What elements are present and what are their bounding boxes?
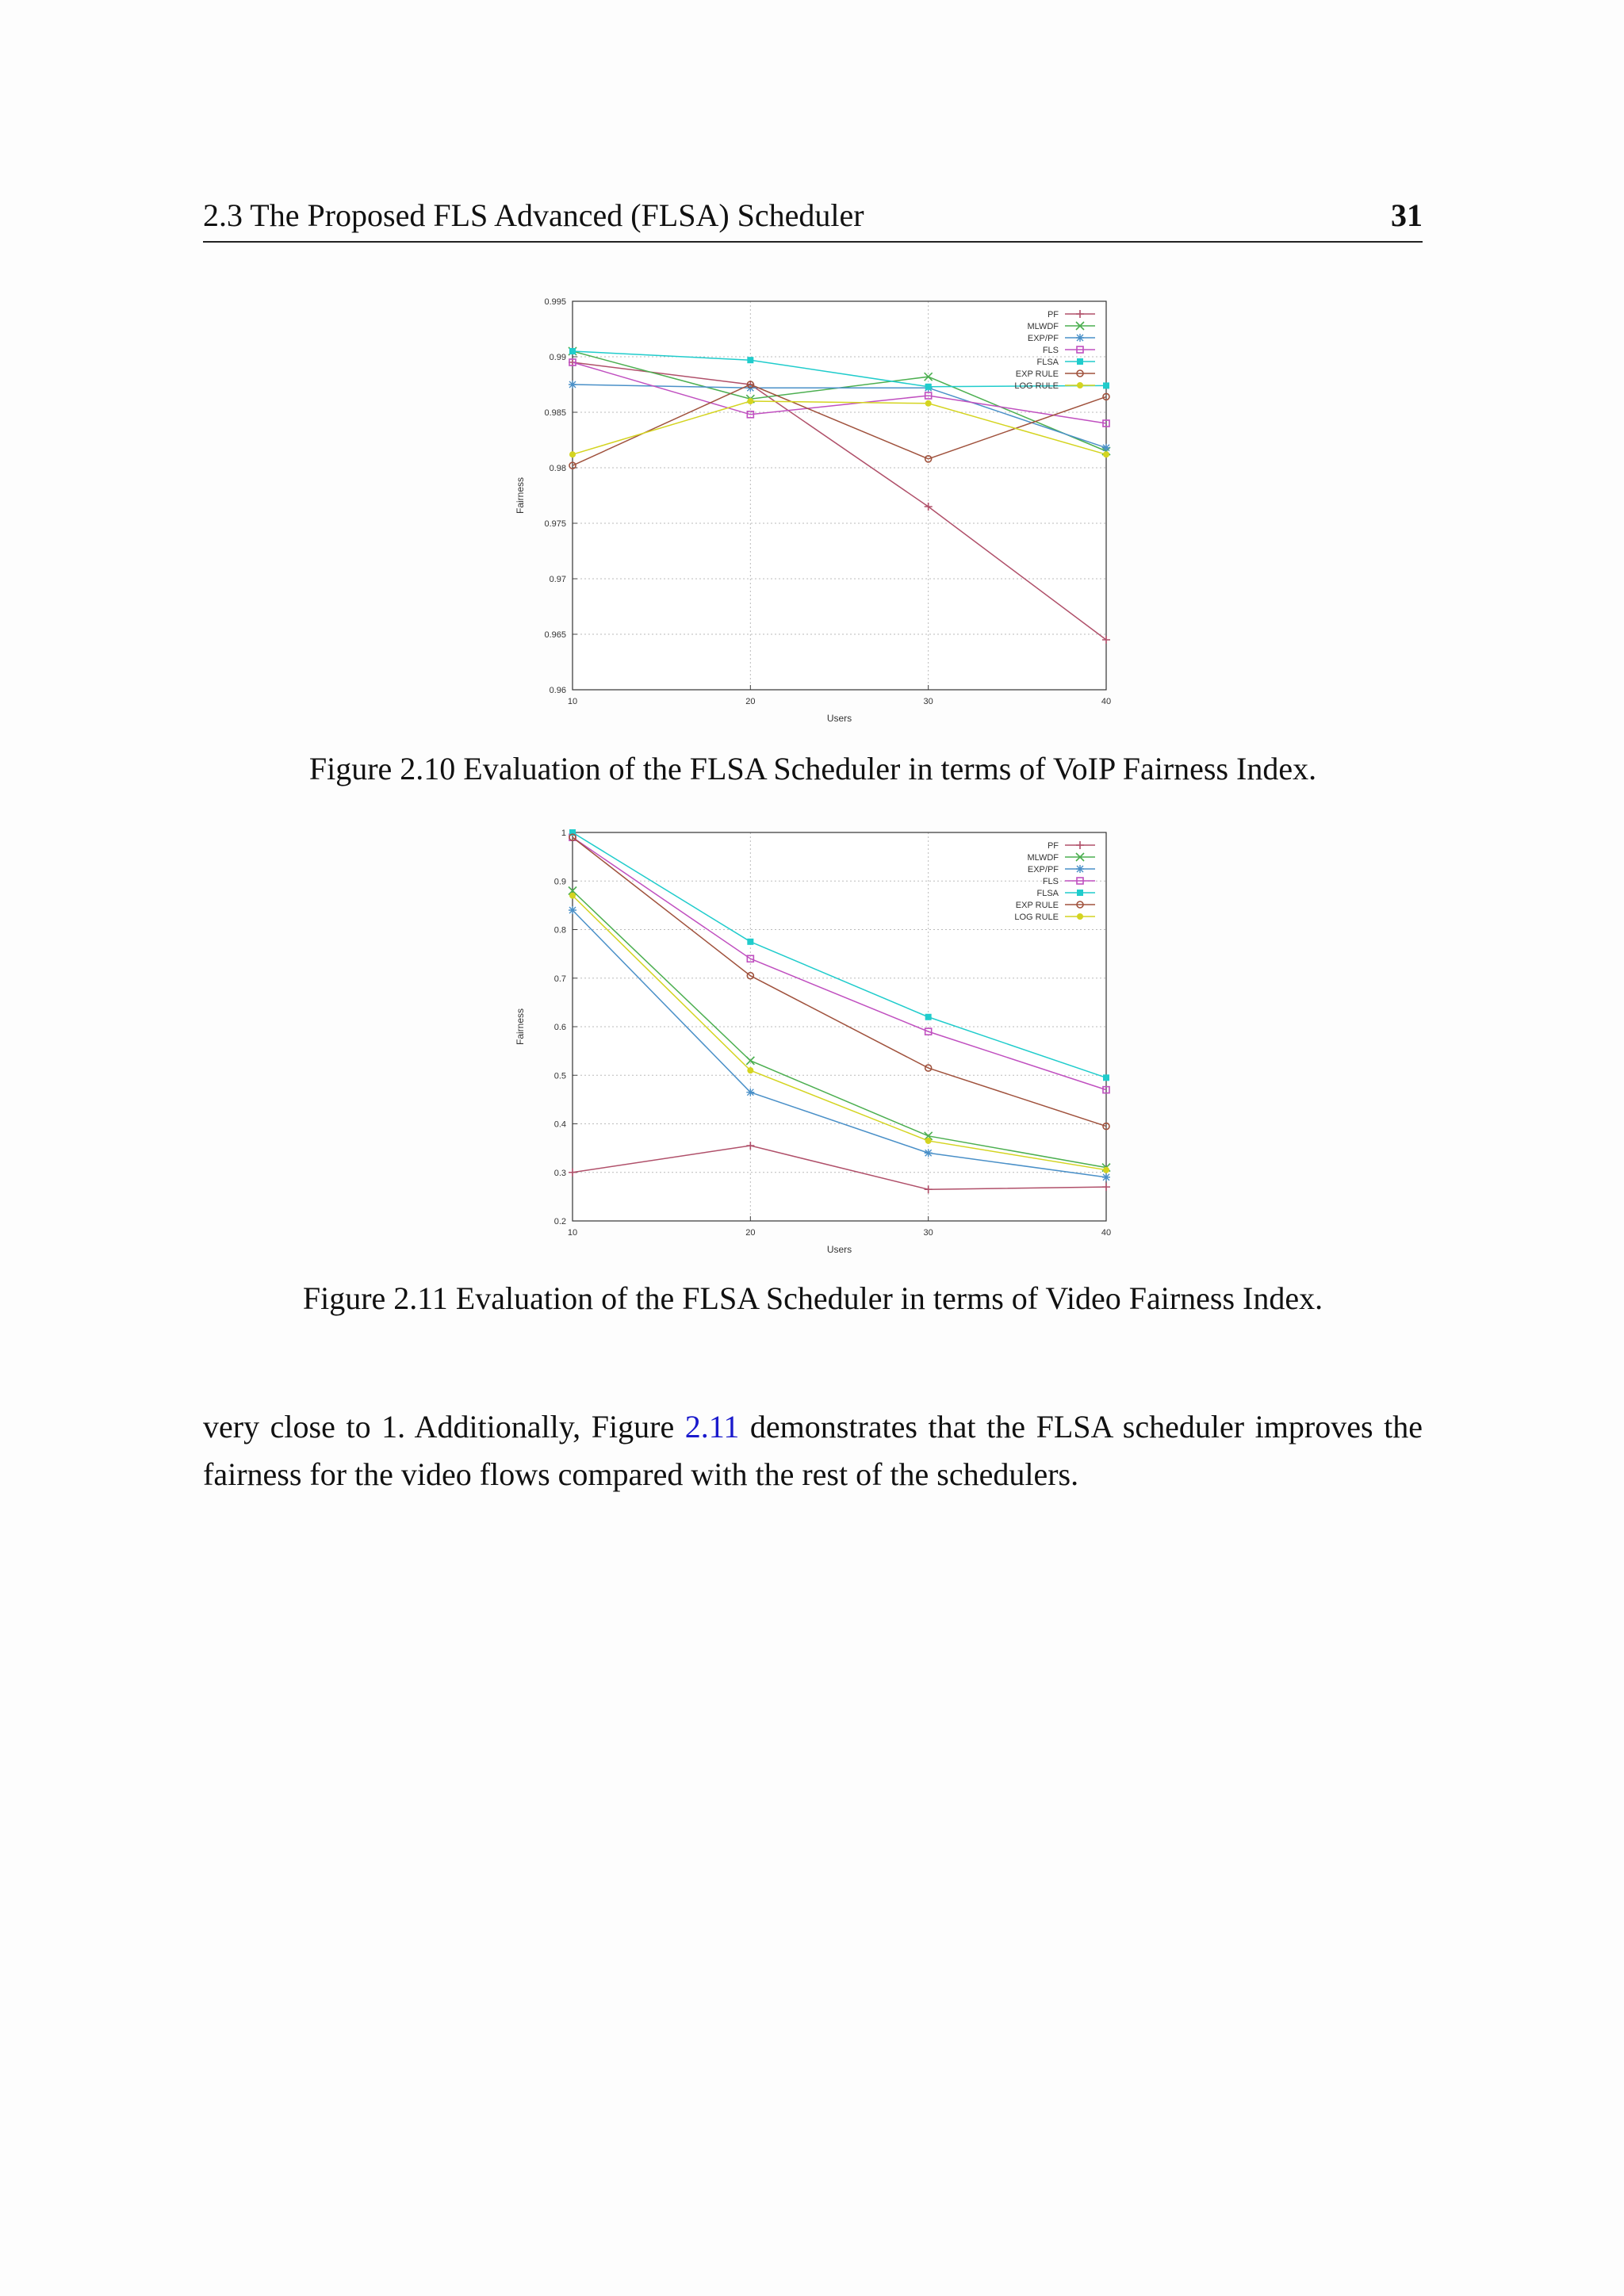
y-tick-label: 0.6 [553, 1023, 566, 1032]
y-tick-label: 0.3 [553, 1168, 566, 1178]
legend-marker-flsa [1077, 890, 1083, 896]
x-tick-label: 40 [1101, 1228, 1112, 1238]
legend-label-log-rule: LOG RULE [1014, 913, 1059, 922]
data-point-log-rule [1103, 451, 1109, 457]
legend-label-fls: FLS [1042, 877, 1059, 886]
data-point-log-rule [925, 1138, 932, 1144]
y-tick-label: 0.5 [553, 1071, 566, 1081]
y-tick-label: 0.2 [553, 1217, 566, 1226]
y-axis-label: Fairness [515, 1008, 526, 1046]
y-tick-label: 0.9 [553, 877, 566, 887]
x-tick-label: 30 [923, 1228, 933, 1238]
voip-fairness-chart [492, 285, 1126, 729]
y-tick-label: 0.985 [544, 408, 566, 418]
y-tick-label: 0.995 [544, 297, 566, 307]
body-text-before: very close to 1. Additionally, Figure [203, 1409, 685, 1445]
y-tick-label: 0.8 [553, 925, 566, 936]
y-tick-label: 0.7 [553, 974, 566, 984]
legend-label-mlwdf: MLWDF [1027, 853, 1059, 863]
data-point-log-rule [747, 1067, 753, 1073]
data-point-flsa [747, 357, 753, 363]
plot-area [573, 301, 1106, 690]
legend-marker-exp-pf [1076, 865, 1084, 873]
data-point-exp-pf [1102, 444, 1110, 452]
data-point-exp-pf [569, 381, 576, 388]
y-tick-label: 0.96 [549, 686, 566, 695]
legend-label-exp-rule: EXP RULE [1015, 369, 1059, 379]
figure-reference-link[interactable]: 2.11 [684, 1409, 740, 1445]
y-tick-label: 0.4 [553, 1119, 566, 1130]
y-tick-label: 0.965 [544, 630, 566, 640]
x-tick-label: 10 [567, 697, 578, 706]
legend-label-pf: PF [1047, 841, 1059, 851]
data-point-exp-pf [746, 1089, 754, 1096]
y-axis-label: Fairness [515, 476, 526, 515]
y-tick-label: 0.975 [544, 519, 566, 529]
legend-marker-log-rule [1077, 382, 1083, 388]
data-point-exp-pf [925, 1149, 933, 1157]
x-tick-label: 40 [1101, 697, 1112, 706]
legend-marker-log-rule [1077, 913, 1083, 920]
y-tick-label: 0.97 [549, 575, 566, 584]
x-tick-label: 10 [567, 1228, 578, 1238]
data-point-exp-pf [569, 906, 576, 914]
figure-2-10-caption: Figure 2.10 Evaluation of the FLSA Scheduler in terms of VoIP Fairness Index. [308, 751, 1317, 786]
x-tick-label: 20 [745, 697, 756, 706]
data-point-log-rule [925, 400, 932, 407]
data-point-flsa [1103, 382, 1109, 388]
legend-label-flsa: FLSA [1036, 358, 1059, 367]
running-header [203, 193, 1423, 243]
legend-label-log-rule: LOG RULE [1014, 381, 1059, 391]
legend-label-fls: FLS [1042, 346, 1059, 355]
legend-marker-exp-pf [1076, 334, 1084, 342]
legend-marker-flsa [1077, 358, 1083, 365]
x-axis-label: Users [826, 1244, 852, 1255]
figure-2-11-caption: Figure 2.11 Evaluation of the FLSA Scheduler in terms of Video Fairness Index. [302, 1280, 1323, 1316]
data-point-flsa [747, 939, 753, 945]
data-point-flsa [925, 384, 932, 390]
legend-label-exp-pf: EXP/PF [1027, 334, 1059, 343]
data-point-flsa [925, 1014, 932, 1020]
legend-label-mlwdf: MLWDF [1027, 322, 1059, 331]
y-tick-label: 0.98 [549, 464, 566, 473]
data-point-exp-pf [1102, 1173, 1110, 1181]
data-point-log-rule [747, 398, 753, 404]
x-tick-label: 20 [745, 1228, 756, 1238]
y-tick-label: 0.99 [549, 353, 566, 362]
data-point-flsa [1103, 1074, 1109, 1081]
legend-label-exp-pf: EXP/PF [1027, 865, 1059, 874]
section-title: 2.3 The Proposed FLS Advanced (FLSA) Scheduler [203, 197, 864, 233]
video-fairness-chart [492, 817, 1126, 1261]
body-text-after: demonstrates that the FLSA scheduler improves the fairness for the video flows compared with the rest of the schedulers. [203, 1409, 1423, 1492]
data-point-flsa [569, 348, 576, 354]
x-axis-label: Users [826, 713, 852, 724]
data-point-log-rule [569, 451, 576, 457]
legend-label-flsa: FLSA [1036, 889, 1059, 898]
legend-label-pf: PF [1047, 310, 1059, 320]
page-number: 31 [1391, 197, 1423, 233]
x-tick-label: 30 [923, 697, 933, 706]
legend-label-exp-rule: EXP RULE [1015, 901, 1059, 910]
data-point-log-rule [1103, 1167, 1109, 1173]
data-point-log-rule [569, 893, 576, 899]
y-tick-label: 1 [561, 828, 566, 838]
body-paragraph [203, 1403, 1423, 1498]
